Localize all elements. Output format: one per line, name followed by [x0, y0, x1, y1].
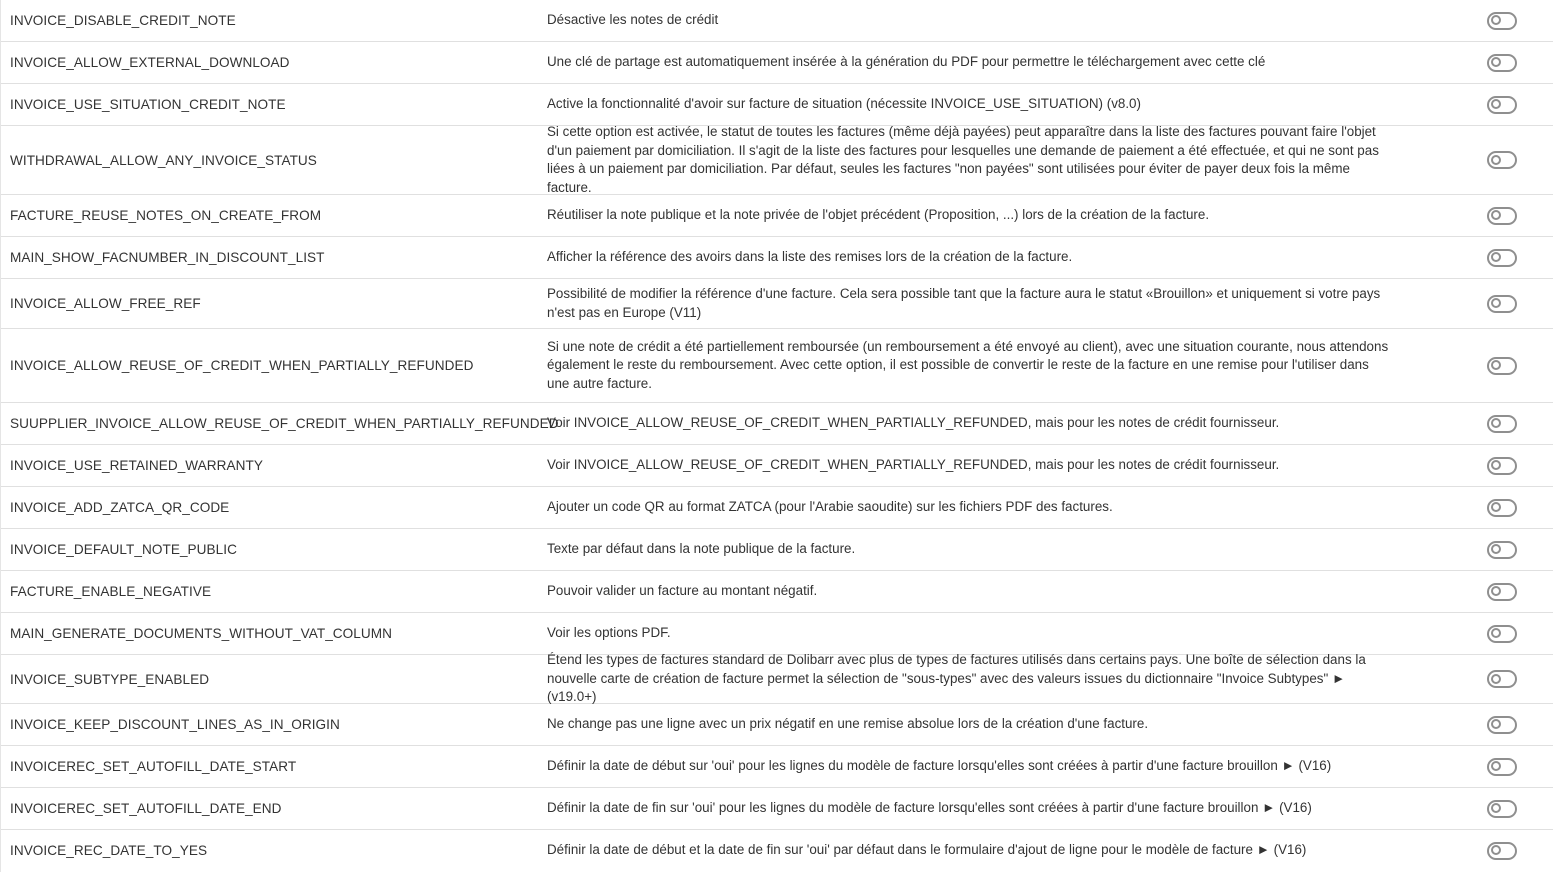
option-description: Voir les options PDF.: [547, 625, 671, 641]
option-description: Si cette option est activée, le statut de toutes les factures (même déjà payées) peut apparaître dans la liste des factures pouvant faire l'objet d'un paiement par domiciliation. Il s'agit de la liste des factures pour lesquelles une demande de paiement a été effectuée, et qui ne sont pas liées à un paiement par domiciliation. Par défaut, seules les factures "non payées" sont utilisées pour éviter de payer deux fois la même facture.: [547, 124, 1379, 195]
toggle-off-icon[interactable]: [1487, 12, 1517, 30]
toggle-off-icon[interactable]: [1487, 96, 1517, 114]
toggle-off-icon[interactable]: [1487, 151, 1517, 169]
option-name: INVOICE_REC_DATE_TO_YES: [10, 843, 208, 858]
option-name: MAIN_SHOW_FACNUMBER_IN_DISCOUNT_LIST: [10, 250, 325, 265]
toggle-off-icon[interactable]: [1487, 207, 1517, 225]
option-description: Possibilité de modifier la référence d'une facture. Cela sera possible tant que la facture aura le statut «Brouillon» et uniquement si votre pays n'est pas en Europe (V11): [547, 286, 1381, 320]
option-row: [1, 652, 1553, 705]
toggle-off-icon[interactable]: [1487, 249, 1517, 267]
option-row: [1, 529, 1553, 571]
toggle-off-icon[interactable]: [1487, 800, 1517, 818]
option-row: [1, 84, 1553, 126]
option-name: INVOICE_ADD_ZATCA_QR_CODE: [10, 500, 230, 515]
option-description: Une clé de partage est automatiquement insérée à la génération du PDF pour permettre le téléchargement avec cette clé: [547, 54, 1266, 70]
option-name: INVOICE_ALLOW_EXTERNAL_DOWNLOAD: [10, 55, 290, 70]
option-row: [1, 487, 1553, 529]
option-description: Afficher la référence des avoirs dans la liste des remises lors de la création de la facture.: [547, 249, 1073, 265]
option-description: Ajouter un code QR au format ZATCA (pour l'Arabie saoudite) sur les fichiers PDF des factures.: [547, 499, 1113, 515]
option-description: Texte par défaut dans la note publique de la facture.: [547, 541, 856, 557]
option-row: [1, 704, 1553, 746]
option-name: INVOICE_ALLOW_FREE_REF: [10, 296, 201, 311]
option-row: [1, 788, 1553, 830]
option-row: [1, 42, 1553, 84]
toggle-off-icon[interactable]: [1487, 583, 1517, 601]
option-description: Définir la date de fin sur 'oui' pour les lignes du modèle de facture lorsqu'elles sont créées à partir d'une facture brouillon ► (V16): [547, 800, 1312, 816]
toggle-off-icon[interactable]: [1487, 54, 1517, 72]
option-row: [1, 613, 1553, 655]
option-description: Si une note de crédit a été partiellement remboursée (un remboursement a été envoyé au client), avec une situation courante, nous attendons également le reste du remboursement. Avec cette option, il est possible de convertir le reste de la facture en une remise pour l'utiliser dans une autre facture.: [547, 338, 1389, 391]
option-row: [1, 126, 1553, 195]
toggle-off-icon[interactable]: [1487, 541, 1517, 559]
option-description: Voir INVOICE_ALLOW_REUSE_OF_CREDIT_WHEN_PARTIALLY_REFUNDED, mais pour les notes de crédit fournisseur.: [547, 415, 1280, 431]
option-row: [1, 403, 1553, 445]
toggle-off-icon[interactable]: [1487, 457, 1517, 475]
toggle-off-icon[interactable]: [1487, 670, 1517, 688]
toggle-off-icon[interactable]: [1487, 625, 1517, 643]
option-row: [1, 746, 1553, 788]
option-row: [1, 0, 1553, 42]
option-row: [1, 237, 1553, 279]
option-name: SUUPPLIER_INVOICE_ALLOW_REUSE_OF_CREDIT_WHEN_PARTIALLY_REFUNDED: [10, 416, 559, 431]
option-name: FACTURE_REUSE_NOTES_ON_CREATE_FROM: [10, 208, 322, 223]
option-name: INVOICEREC_SET_AUTOFILL_DATE_START: [10, 759, 297, 774]
option-name: INVOICEREC_SET_AUTOFILL_DATE_END: [10, 801, 282, 816]
option-name: INVOICE_SUBTYPE_ENABLED: [10, 671, 210, 687]
option-row: [1, 195, 1553, 237]
option-row: [1, 445, 1553, 487]
option-name: INVOICE_KEEP_DISCOUNT_LINES_AS_IN_ORIGIN: [10, 717, 340, 732]
option-name: INVOICE_ALLOW_REUSE_OF_CREDIT_WHEN_PARTIALLY_REFUNDED: [10, 358, 474, 373]
option-description: Définir la date de début sur 'oui' pour les lignes du modèle de facture lorsqu'elles sont créées à partir d'une facture brouillon ► (V16): [547, 758, 1332, 774]
option-name: INVOICE_DISABLE_CREDIT_NOTE: [10, 13, 236, 28]
option-description: Active la fonctionnalité d'avoir sur facture de situation (nécessite INVOICE_USE_SITUATION) (v8.0): [547, 96, 1141, 112]
option-name: INVOICE_USE_SITUATION_CREDIT_NOTE: [10, 97, 286, 112]
option-name: WITHDRAWAL_ALLOW_ANY_INVOICE_STATUS: [10, 152, 317, 168]
option-description: Pouvoir valider un facture au montant négatif.: [547, 583, 818, 599]
option-name: INVOICE_USE_RETAINED_WARRANTY: [10, 458, 263, 473]
option-description: Étend les types de factures standard de Dolibarr avec plus de types de factures utilisés dans certains pays. Une boîte de sélection dans la nouvelle carte de création de facture permet la sélection de "sous-types" avec des valeurs issues du dictionnaire "Invoice Subtypes" ► (v19.0+): [547, 652, 1366, 705]
toggle-off-icon[interactable]: [1487, 758, 1517, 776]
toggle-off-icon[interactable]: [1487, 357, 1517, 375]
option-row: [1, 329, 1553, 403]
option-description: Désactive les notes de crédit: [547, 12, 719, 28]
toggle-off-icon[interactable]: [1487, 295, 1517, 313]
toggle-off-icon[interactable]: [1487, 842, 1517, 860]
option-name: INVOICE_DEFAULT_NOTE_PUBLIC: [10, 542, 237, 557]
option-name: FACTURE_ENABLE_NEGATIVE: [10, 584, 212, 599]
toggle-off-icon[interactable]: [1487, 716, 1517, 734]
option-name: MAIN_GENERATE_DOCUMENTS_WITHOUT_VAT_COLUMN: [10, 626, 393, 641]
toggle-off-icon[interactable]: [1487, 499, 1517, 517]
option-row: [1, 830, 1553, 871]
option-description: Voir INVOICE_ALLOW_REUSE_OF_CREDIT_WHEN_PARTIALLY_REFUNDED, mais pour les notes de crédit fournisseur.: [547, 457, 1280, 473]
option-row: [1, 279, 1553, 329]
option-description: Ne change pas une ligne avec un prix négatif en une remise absolue lors de la création d'une facture.: [547, 716, 1149, 732]
toggle-off-icon[interactable]: [1487, 415, 1517, 433]
option-description: Réutiliser la note publique et la note privée de l'objet précédent (Proposition, ...) lors de la création de la facture.: [547, 207, 1210, 223]
option-row: [1, 571, 1553, 613]
option-description: Définir la date de début et la date de fin sur 'oui' par défaut dans le formulaire d'ajout de ligne pour le modèle de facture ► (V16): [547, 842, 1307, 858]
